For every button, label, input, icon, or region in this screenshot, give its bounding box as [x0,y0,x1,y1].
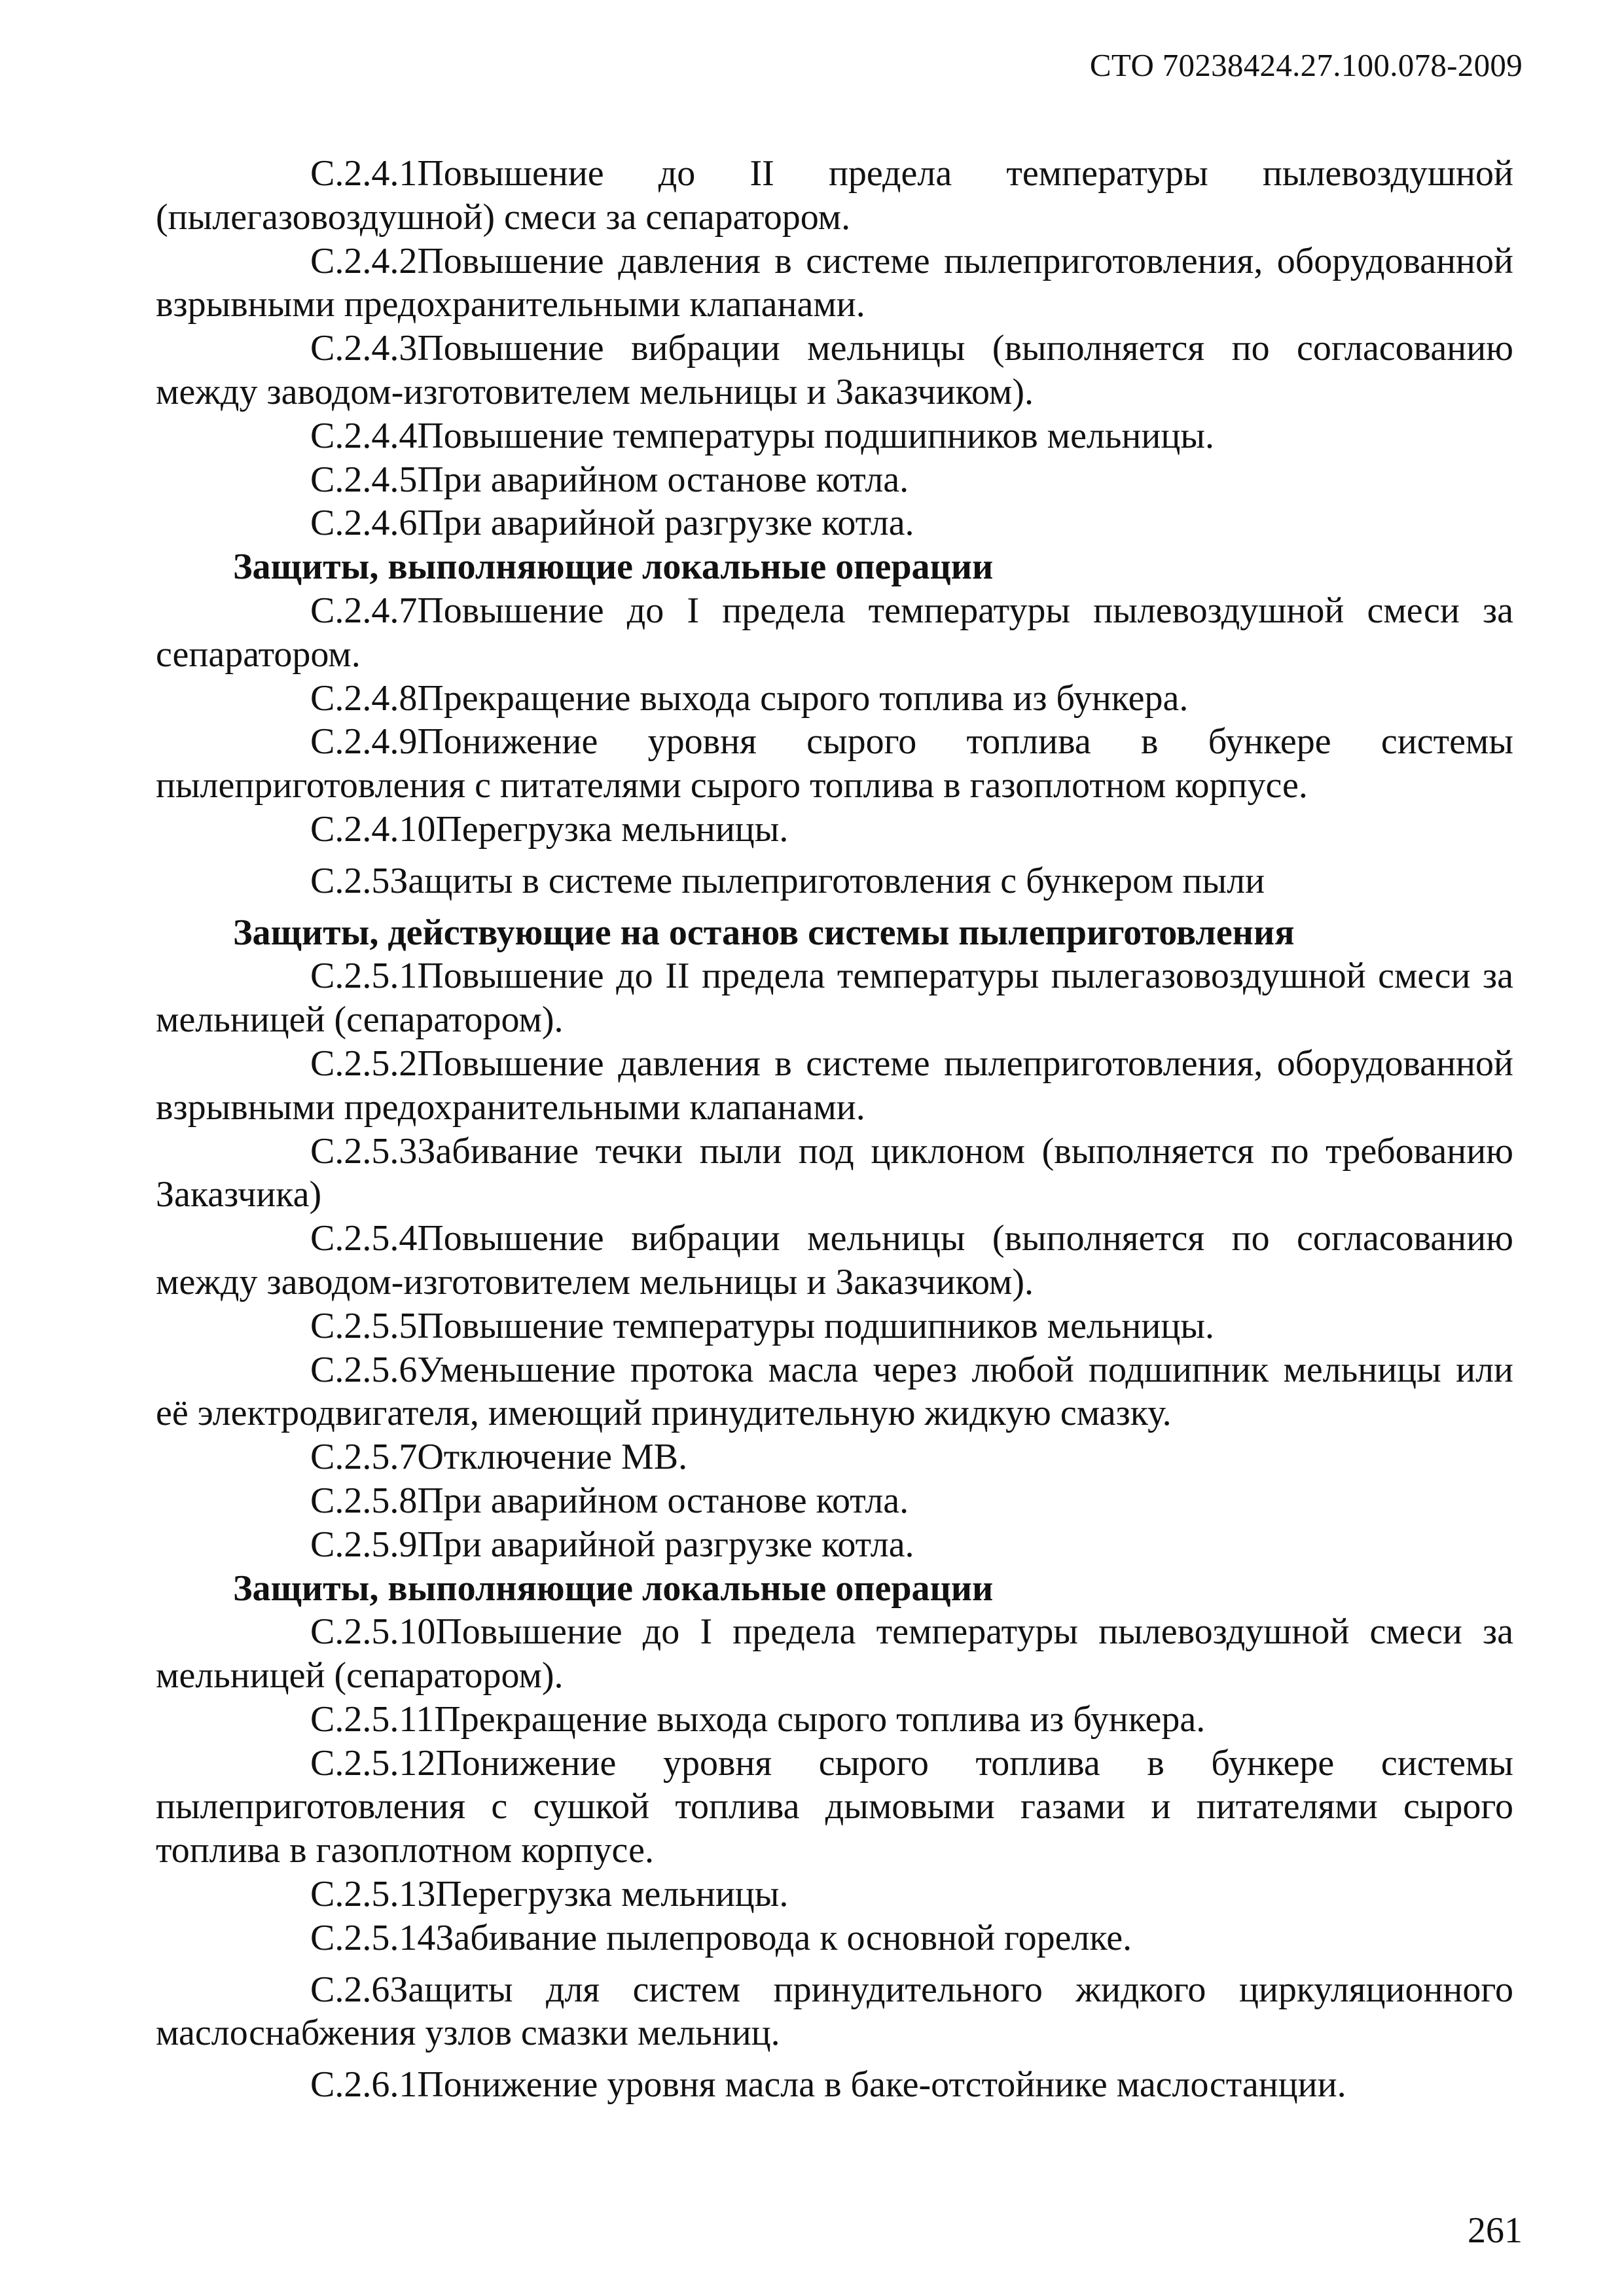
section-title: Защиты для систем принудительного жидкого циркуляционного маслоснабжения узлов смазки мельниц. [156,1969,1513,2054]
list-item [156,677,1513,721]
item-number: С.2.5.9 [310,1524,418,1565]
item-text: Повышение вибрации мельницы (выполняется по согласованию между заводом-изготовителем мельницы и Заказчиком). [156,328,1513,412]
item-text: Уменьшение протока масла через любой подшипник мельницы или её электродвигателя, имеющий принудительную жидкую смазку. [156,1349,1513,1434]
item-number: С.2.5.8 [310,1480,418,1521]
item-number: С.2.5.5 [310,1305,418,1346]
list-item [156,954,1513,1042]
item-text: Повышение до II предела температуры пылевоздушной (пылегазовоздушной) смеси за сепаратором. [156,153,1513,238]
list-item [156,808,1513,852]
list-item [156,1523,1513,1567]
item-text: При аварийном останове котла. [417,459,909,500]
item-number: С.2.4.4 [310,415,418,456]
item-text: Повышение до II предела температуры пылегазовоздушной смеси за мельницей (сепаратором). [156,956,1513,1041]
item-text: Забивание пылепровода к основной горелке. [435,1917,1132,1958]
item-text: Повышение температуры подшипников мельницы. [417,415,1214,456]
item-number: С.2.5.12 [310,1742,436,1784]
item-number: С.2.4.10 [310,808,436,850]
item-text: Повышение давления в системе пылеприготовления, оборудованной взрывными предохранительными клапанами. [156,1043,1513,1128]
item-number: С.2.5.11 [310,1698,435,1740]
list-item [156,2063,1513,2107]
item-text: Прекращение выхода сырого топлива из бункера. [417,677,1189,719]
item-text: Прекращение выхода сырого топлива из бункера. [434,1698,1206,1740]
item-number: С.2.4.8 [310,677,418,719]
document-body [156,152,1513,2107]
list-item [156,1130,1513,1217]
section-number: С.2.5 [310,860,390,901]
item-text: Забивание течки пыли под циклоном (выполняется по требованию Заказчика) [156,1130,1513,1215]
item-text: Понижение уровня сырого топлива в бункере системы пылеприготовления с питателями сырого топлива в газоплотном корпусе. [156,721,1513,806]
item-number: С.2.4.9 [310,721,418,762]
list-item [156,1304,1513,1348]
item-text: Повышение температуры подшипников мельницы. [417,1305,1214,1346]
item-text: Повышение вибрации мельницы (выполняется по согласованию между заводом-изготовителем мельницы и Заказчиком). [156,1218,1513,1302]
item-number: С.2.5.3 [310,1130,418,1172]
list-item [156,1916,1513,1960]
list-item [156,1479,1513,1523]
list-item [156,327,1513,414]
item-number: С.2.4.2 [310,240,418,281]
item-text: Понижение уровня масла в баке-отстойнике маслостанции. [417,2064,1346,2106]
item-text: При аварийной разгрузке котла. [417,503,914,544]
document-code-header: СТО 70238424.27.100.078-2009 [1089,47,1523,83]
section-subheading: Защиты, действующие на останов системы пылеприготовления [233,912,1295,953]
item-number: С.2.4.7 [310,590,418,631]
section-number: С.2.6 [310,1969,390,2010]
item-text: При аварийной разгрузке котла. [417,1524,914,1565]
list-item [156,152,1513,240]
list-item [156,589,1513,677]
list-item [156,458,1513,502]
section-title: Защиты в системе пылеприготовления с бункером пыли [389,860,1265,901]
section-subheading: Защиты, выполняющие локальные операции [233,1568,994,1609]
list-item [156,1742,1513,1873]
section-subheading: Защиты, выполняющие локальные операции [233,547,994,588]
list-item [156,720,1513,808]
list-item [156,501,1513,545]
list-item [156,414,1513,458]
item-number: С.2.5.2 [310,1043,418,1084]
item-number: С.2.5.13 [310,1874,436,1915]
item-number: С.2.4.3 [310,328,418,369]
item-number: С.2.4.6 [310,503,418,544]
item-text: Отключение МВ. [417,1437,688,1478]
list-item [156,240,1513,327]
list-item [156,1698,1513,1742]
item-text: Повышение давления в системе пылеприготовления, оборудованной взрывными предохранительными клапанами. [156,240,1513,325]
item-number: С.2.4.5 [310,459,418,500]
list-item [156,1610,1513,1698]
item-number: С.2.5.10 [310,1611,436,1653]
list-item [156,1042,1513,1130]
page-number: 261 [1468,2210,1523,2251]
item-text: Повышение до I предела температуры пылевоздушной смеси за сепаратором. [156,590,1513,675]
item-text: Понижение уровня сырого топлива в бункере системы пылеприготовления с сушкой топлива дымовыми газами и питателями сырого топлива в газоплотном корпусе. [156,1742,1513,1871]
section-heading [156,1968,1513,2056]
item-text: Перегрузка мельницы. [435,1874,789,1915]
list-item [156,1873,1513,1916]
item-number: С.2.5.1 [310,956,418,997]
item-text: При аварийном останове котла. [417,1480,909,1521]
item-number: С.2.5.7 [310,1437,418,1478]
item-number: С.2.4.1 [310,153,418,194]
item-text: Повышение до I предела температуры пылевоздушной смеси за мельницей (сепаратором). [156,1611,1513,1696]
list-item [156,1348,1513,1436]
item-number: С.2.6.1 [310,2064,418,2106]
item-text: Перегрузка мельницы. [435,808,789,850]
list-item [156,1435,1513,1479]
item-number: С.2.5.4 [310,1218,418,1259]
section-heading [156,859,1513,903]
item-number: С.2.5.14 [310,1917,436,1958]
item-number: С.2.5.6 [310,1349,418,1390]
list-item [156,1217,1513,1304]
